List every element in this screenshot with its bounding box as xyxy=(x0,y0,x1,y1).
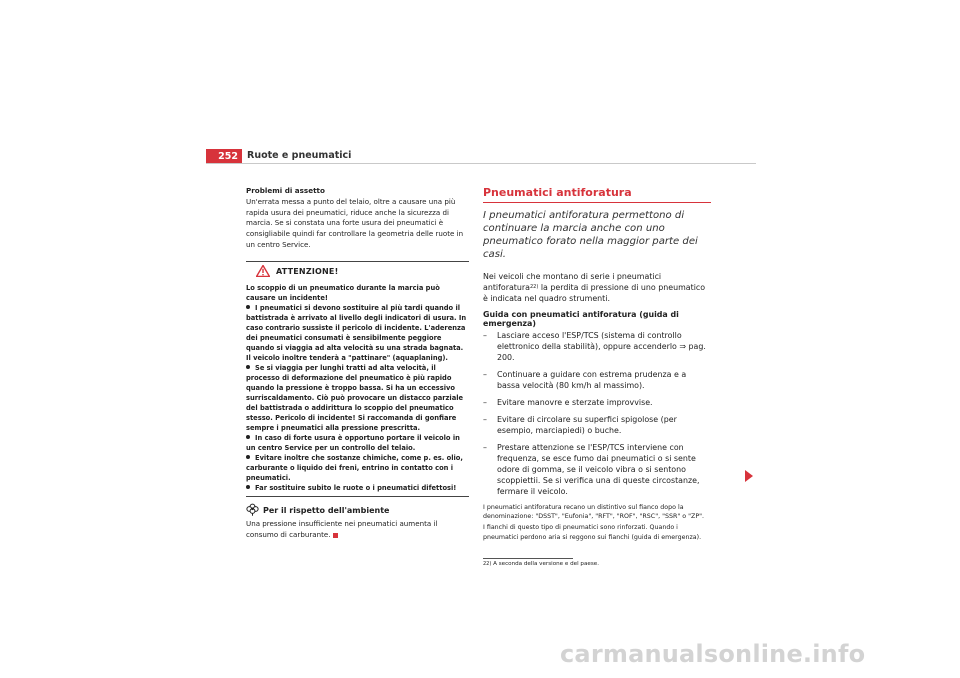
warning-box xyxy=(246,261,469,497)
list-item: – Lasciare acceso l'ESP/TCS (sistema di controllo elettronico della stabilità), oppure accenderlo ⇒ pag. 200. xyxy=(483,331,706,362)
list-item: – Evitare manovre e sterzate improvvise. xyxy=(483,398,653,407)
bullet-icon xyxy=(246,485,250,489)
warning-bullet: Se si viaggia per lunghi tratti ad alta velocità, il processo di deformazione del pneumatico è più rapido quando la pressione è troppo bassa. Si ha un eccessivo surriscaldamento. Ciò può provocare un distacco parziale del battistrada o addirittura lo scoppio del pneumatico stesso. Pericolo di incidente! Si raccomanda di gonfiare sempre i pneumatici alla pressione prescritta. xyxy=(246,363,464,432)
warning-end-divider xyxy=(246,496,469,497)
emergency-driving-subhead: Guida con pneumatici antiforatura (guida di emergenza) xyxy=(483,310,679,328)
continue-arrow-icon[interactable] xyxy=(745,470,753,482)
section-title: Pneumatici antiforatura xyxy=(483,186,632,199)
note-text: I pneumatici antiforatura recano un distintivo sul fianco dopo la denominazione: "DSST", "Eufonia", "RFT", "ROF", "RSC", "SSR" o "ZP". xyxy=(483,504,705,521)
warning-title: ATTENZIONE! xyxy=(276,267,339,277)
environment-text: Una pressione insufficiente nei pneumatici aumenta il consumo di carburante. xyxy=(246,519,438,540)
section-end-icon xyxy=(333,533,338,538)
warning-bullet: I pneumatici si devono sostituire al più tardi quando il battistrada è arrivato al livello degli indicatori di usura. In caso contrario sussiste il pericolo di incidente. L'aderenza dei pneumatici consumati è sensibilmente peggiore quando si viaggia ad alta velocità su una strada bagnata. Il veicolo inoltre tenderà a "pattinare" (aquaplaning). xyxy=(246,303,467,362)
list-item: – Evitare di circolare su superfici spigolose (per esempio, marciapiedi) o buche. xyxy=(483,415,677,435)
footnote-divider xyxy=(483,558,573,559)
list-item: – Prestare attenzione se l'ESP/TCS interviene con frequenza, se esce fumo dai pneumatici o si sente odore di gomma, se il veicolo vibra o si sentono scoppiettii. Se si verifica una di queste circostanze, fermare il veicolo. xyxy=(483,443,700,496)
left-column xyxy=(246,186,469,541)
bullet-icon xyxy=(246,305,250,309)
warning-bullet: In caso di forte usura è opportuno portare il veicolo in un centro Service per un controllo del telaio. xyxy=(246,433,460,452)
bullet-icon xyxy=(246,455,250,459)
section-paragraph: Nei veicoli che montano di serie i pneumatici antiforatura$^{22)}$ la perdita di pressione di uno pneumatico è indicata nel quadro strumenti. xyxy=(483,272,706,303)
note-text: I fianchi di questo tipo di pneumatici sono rinforzati. Quando i pneumatici perdono aria si reggono sui fianchi (guida di emergenza). xyxy=(483,524,702,541)
warning-body xyxy=(246,283,469,493)
warning-intro: Lo scoppio di un pneumatico durante la marcia può causare un incidente! xyxy=(246,283,440,302)
instruction-list xyxy=(483,330,711,497)
header-divider xyxy=(206,163,756,164)
right-column xyxy=(483,186,711,567)
footnote-reference[interactable]: 22) xyxy=(529,284,539,290)
list-item: – Continuare a guidare con estrema prudenza e a bassa velocità (80 km/h al massimo). xyxy=(483,370,687,390)
section-title-divider xyxy=(483,202,711,203)
chapter-title: Ruote e pneumatici xyxy=(247,150,352,161)
warning-header xyxy=(246,262,469,283)
warning-bullet: Evitare inoltre che sostanze chimiche, come p. es. olio, carburante o liquido dei freni, entrino in contatto con i pneumatici. xyxy=(246,453,463,482)
section-intro: I pneumatici antiforatura permettono di continuare la marcia anche con uno pneumatico forato nella maggior parte dei casi. xyxy=(483,210,698,260)
warning-bullet: Far sostituire subito le ruote o i pneumatici difettosi! xyxy=(246,483,469,493)
page-number: 252 xyxy=(206,149,242,164)
warning-triangle-icon xyxy=(256,265,270,281)
environment-title: Per il rispetto dell'ambiente xyxy=(263,505,390,515)
alignment-subhead: Problemi di assetto xyxy=(246,186,325,195)
environment-header xyxy=(246,503,469,520)
bullet-icon xyxy=(246,365,250,369)
watermark: carmanualsonline.info xyxy=(560,640,866,668)
footnote: 22) A seconda della versione e del paese. xyxy=(483,560,599,567)
alignment-paragraph: Un'errata messa a punto del telaio, oltre a causare una più rapida usura dei pneumatici, riduce anche la sicurezza di marcia. Se si constata una forte usura dei pneumatici è consigliabile quindi far controllare la geometria delle ruote in un centro Service. xyxy=(246,196,464,249)
bullet-icon xyxy=(246,435,250,439)
environment-flower-icon xyxy=(246,503,259,520)
